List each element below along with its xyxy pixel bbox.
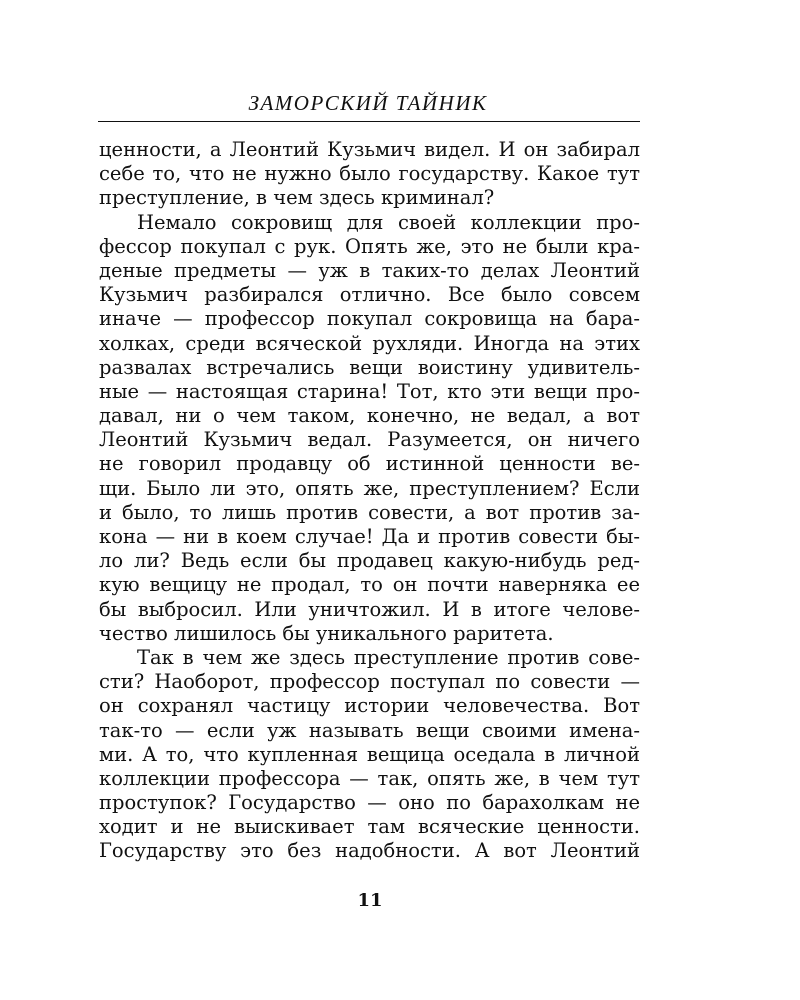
text-line: щи. Было ли это, опять же, преступлением? Если [99, 476, 640, 500]
text-line: иначе — профессор покупал сокровища на бара- [99, 307, 640, 331]
text-line: коллекции профессора — так, опять же, в чем тут [99, 766, 640, 790]
text-line: так-то — если уж называть вещи своими имена- [99, 718, 640, 742]
text-line: давал, ни о чем таком, конечно, не ведал, а вот [99, 404, 640, 428]
text-line: Кузьмич разбирался отлично. Все было совсем [99, 283, 640, 307]
header-rule [98, 121, 640, 122]
text-line: себе то, что не нужно было государству. Какое тут [99, 162, 640, 186]
text-line: Леонтий Кузьмич ведал. Разумеется, он ничего [99, 428, 640, 452]
text-line: ценности, а Леонтий Кузьмич видел. И он забирал [99, 138, 640, 161]
text-line: чество лишилось бы уникального раритета. [99, 621, 554, 645]
text-line: ло ли? Ведь если бы продавец какую-нибудь ред- [99, 549, 640, 573]
text-line: кона — ни в коем случае! Да и против совести бы- [99, 525, 640, 548]
body-text [99, 138, 640, 864]
text-line: развалах встречались вещи воистину удивитель- [99, 355, 640, 379]
text-line: кую вещицу не продал, то он почти наверняка ее [99, 573, 640, 597]
text-line: фессор покупал с рук. Опять же, это не были кра- [99, 234, 640, 258]
text-line: преступление, в чем здесь криминал? [99, 186, 495, 210]
text-line: ми. А то, что купленная вещица оседала в личной [99, 742, 640, 766]
text-line: ходит и не выискивает там всяческие ценности. [99, 815, 640, 839]
running-head: ЗАМОРСКИЙ ТАЙНИК [248, 91, 488, 115]
text-line: проступок? Государство — оно по барахолкам не [99, 791, 640, 815]
text-line: деные предметы — уж в таких-то делах Леонтий [99, 258, 640, 282]
text-line: ные — настоящая старина! Тот, кто эти вещи про- [99, 379, 640, 403]
text-line: он сохранял частицу истории человечества. Вот [99, 694, 640, 718]
text-line: Так в чем же здесь преступление против сове- [137, 645, 640, 669]
text-line: не говорил продавцу об истинной ценности ве- [99, 452, 640, 476]
page-number: 11 [357, 890, 383, 911]
text-line: Государству это без надобности. А вот Леонтий [99, 839, 640, 863]
text-line: сти? Наоборот, профессор поступал по совести — [99, 670, 640, 694]
text-line: холках, среди всяческой рухляди. Иногда на этих [99, 331, 640, 355]
text-line: бы выбросил. Или уничтожил. И в итоге челове- [99, 597, 640, 621]
text-line: Немало сокровищ для своей коллекции про- [137, 210, 640, 234]
text-line: и было, то лишь против совести, а вот против за- [99, 500, 640, 524]
